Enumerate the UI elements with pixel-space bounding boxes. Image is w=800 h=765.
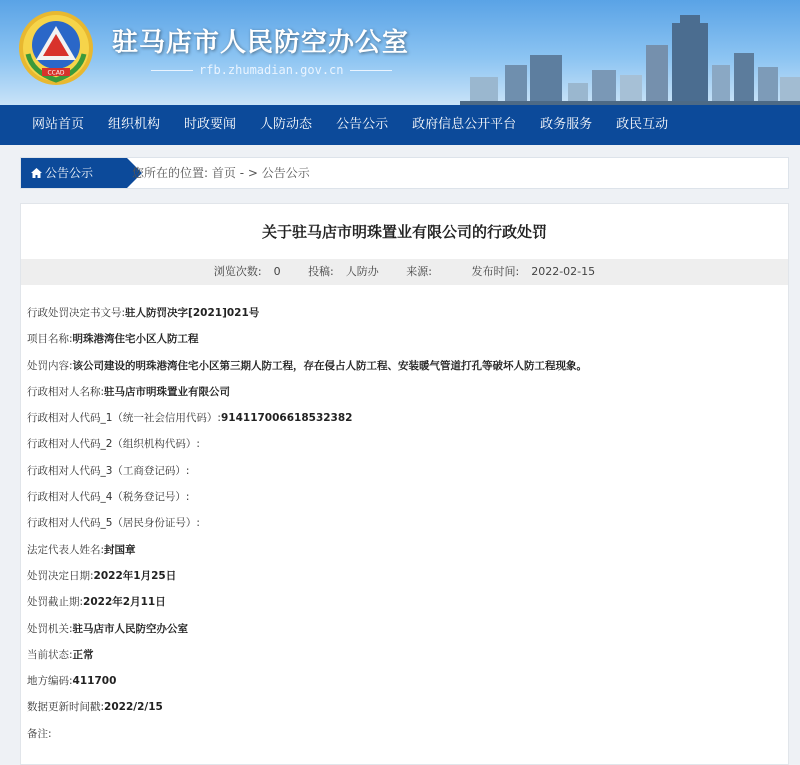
breadcrumb-home-link[interactable]: 首页 <box>211 166 236 180</box>
nav-announcements[interactable]: 公告公示 <box>336 117 389 132</box>
field-decision-number: 行政处罚决定书文号:驻人防罚决字[2021]021号 <box>27 307 260 319</box>
field-credit-code: 行政相对人代码_1（统一社会信用代码）:91411700661853​2382 <box>27 412 353 425</box>
field-authority: 处罚机关:驻马店市人民防空办公室 <box>27 622 189 635</box>
article-meta <box>21 259 788 285</box>
logo-text: CCAD <box>47 69 65 77</box>
field-id-number: 行政相对人代码_5（居民身份证号）: <box>27 517 200 530</box>
breadcrumb-separator: - > <box>239 166 258 180</box>
nav-organization[interactable]: 组织机构 <box>108 117 161 132</box>
field-update-timestamp: 数据更新时间戳:2022/2/15 <box>27 701 163 714</box>
field-tax-reg-number: 行政相对人代码_4（税务登记号）: <box>27 491 190 504</box>
field-deadline: 处罚截止期:2022年2月11日 <box>27 596 166 609</box>
author: 投稿: 人防办 <box>308 265 379 278</box>
site-url: rfb.zhumadian.gov.cn <box>145 63 398 77</box>
nav-civil-defense-updates[interactable]: 人防动态 <box>260 117 313 132</box>
site-title: 驻马店市人民防空办公室 <box>112 28 410 58</box>
article-content <box>21 285 788 747</box>
field-region-code: 地方编码:411700 <box>27 675 117 688</box>
nav-interaction[interactable]: 政民互动 <box>616 117 669 132</box>
article-title: 关于驻马店市明珠置业有限公司的行政处罚 <box>261 223 547 241</box>
field-status: 当前状态:正常 <box>27 648 94 661</box>
civil-air-defense-logo[interactable] <box>18 10 94 86</box>
section-tab-label: 公告公示 <box>45 166 94 180</box>
field-remarks: 备注: <box>27 727 52 740</box>
source: 来源: <box>406 265 432 278</box>
nav-info-disclosure[interactable]: 政府信息公开平台 <box>412 117 517 132</box>
view-count: 浏览次数: 0 <box>213 265 281 278</box>
field-penalty-content: 处罚内容:该公司建设的明珠港湾住宅小区第三期人防工程，存在侵占人防工程、安装暖气管道打孔等破坏人防工程现象。 <box>27 359 588 372</box>
field-project-name: 项目名称:明珠港湾住宅小区人防工程 <box>27 333 199 346</box>
home-icon <box>31 168 42 178</box>
breadcrumb-current-link[interactable]: 公告公示 <box>261 166 310 180</box>
breadcrumb <box>132 158 310 188</box>
publish-date: 发布时间: 2022-02-15 <box>471 265 596 278</box>
breadcrumb-bar <box>20 157 789 189</box>
section-tab[interactable] <box>21 158 127 188</box>
field-business-reg-code: 行政相对人代码_3（工商登记码）: <box>27 464 190 477</box>
main-nav <box>0 105 800 145</box>
nav-gov-services[interactable]: 政务服务 <box>540 117 593 132</box>
article-panel <box>20 203 789 765</box>
breadcrumb-prefix: 您所在的位置: <box>132 166 209 180</box>
nav-news[interactable]: 时政要闻 <box>184 117 237 132</box>
field-decision-date: 处罚决定日期:2022年1月25日 <box>27 569 177 582</box>
field-party-name: 行政相对人名称:驻马店市明珠置业有限公司 <box>27 385 231 398</box>
nav-home[interactable]: 网站首页 <box>32 117 85 132</box>
field-legal-representative: 法定代表人姓名:封国章 <box>27 543 136 556</box>
site-header <box>0 0 800 105</box>
city-skyline-image <box>460 5 800 105</box>
field-org-code: 行政相对人代码_2（组织机构代码）: <box>27 438 200 451</box>
